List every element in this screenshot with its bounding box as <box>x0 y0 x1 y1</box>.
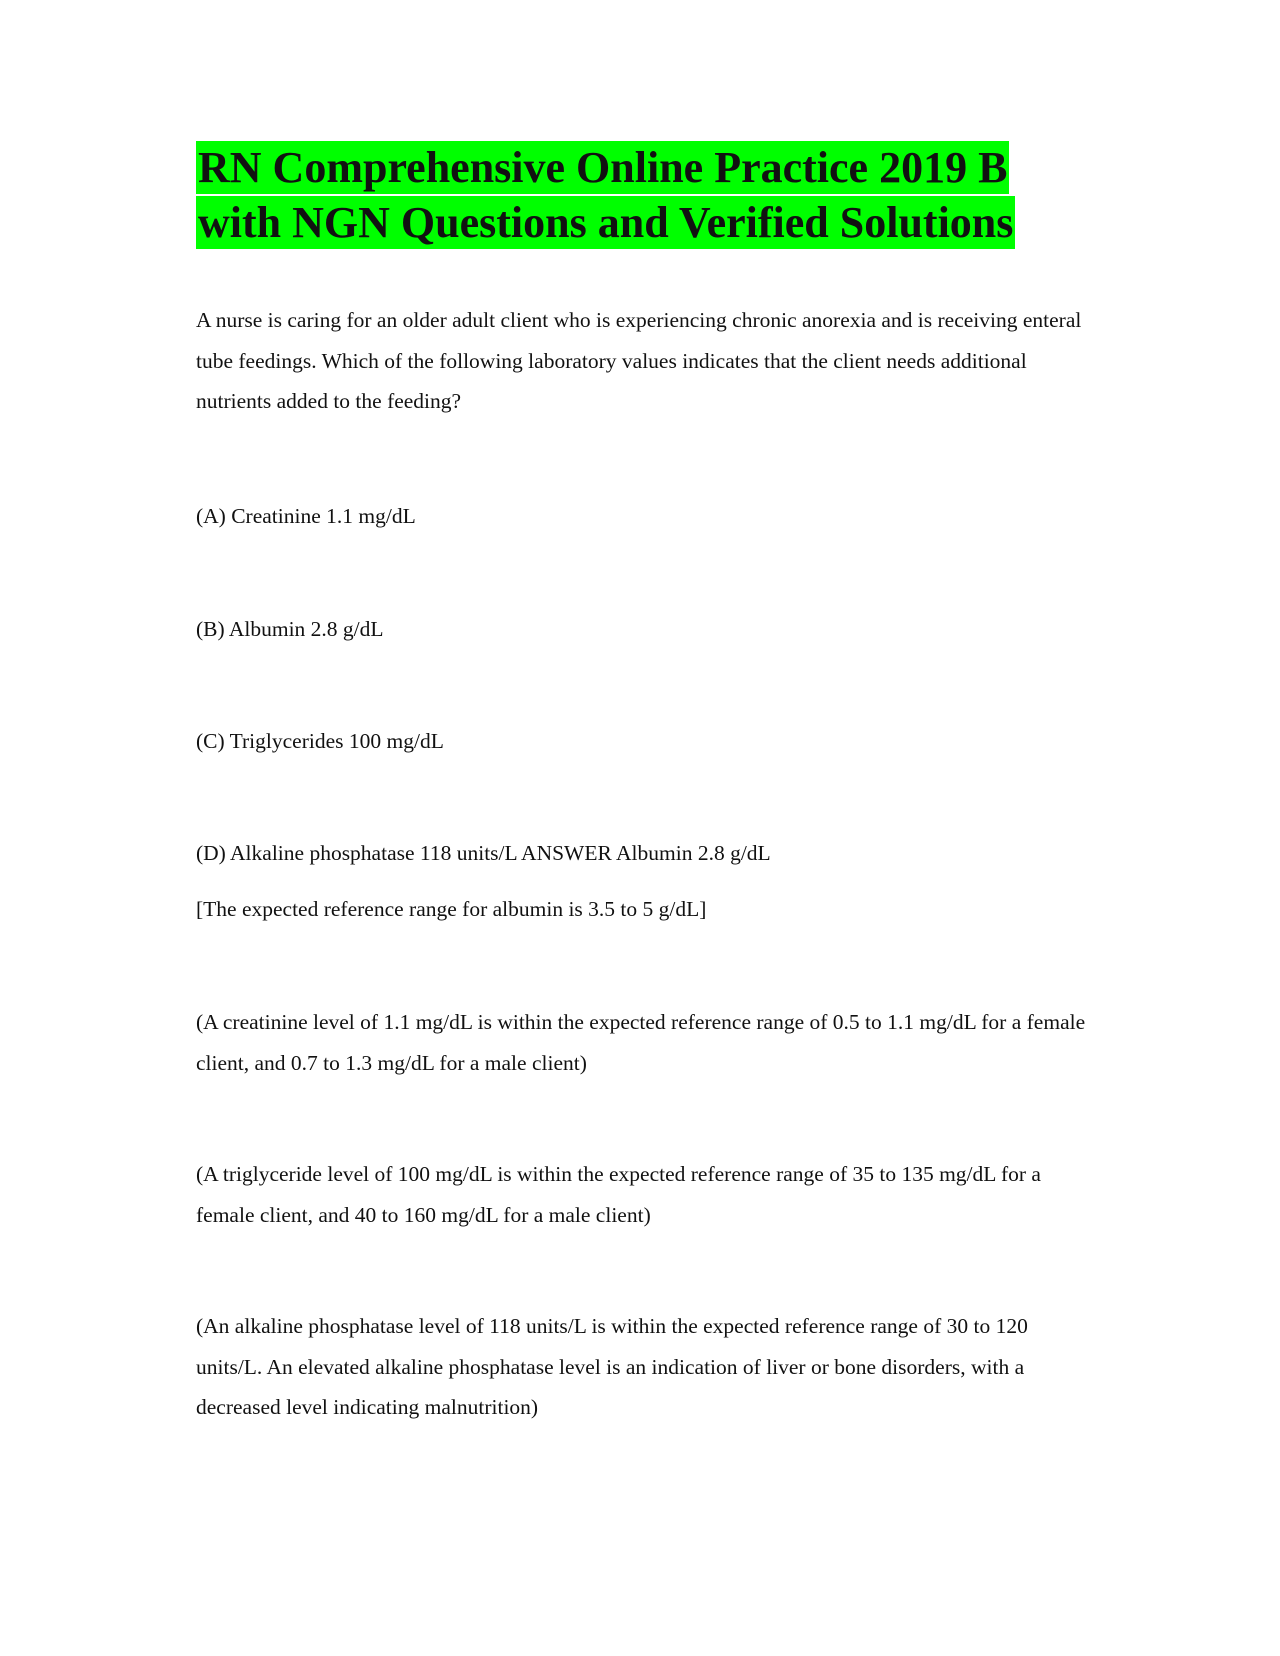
question-stem: A nurse is caring for an older adult client who is experiencing chronic anorexia and is receiving enteral tube feedings. Which of the following laboratory values indicates that the client needs additional nutrients added to the feeding? <box>196 308 1082 413</box>
reference-range-note: [The expected reference range for albumin is 3.5 to 5 g/dL] <box>196 897 707 921</box>
title-line-1: RN Comprehensive Online Practice 2019 B <box>198 143 1008 192</box>
title-line-2: with NGN Questions and Verified Solutions <box>198 198 1014 247</box>
answer-option-c: (C) Triglycerides 100 mg/dL <box>196 729 444 753</box>
rationale-creatinine: (A creatinine level of 1.1 mg/dL is within the expected reference range of 0.5 to 1.1 mg/dL for a female client, and 0.7 to 1.3 mg/dL for a male client) <box>196 1010 1086 1075</box>
answer-option-b: (B) Albumin 2.8 g/dL <box>196 617 384 641</box>
rationale-triglyceride: (A triglyceride level of 100 mg/dL is within the expected reference range of 35 to 135 mg/dL for a female client, and 40 to 160 mg/dL for a male client) <box>196 1162 1041 1227</box>
document-title <box>196 140 1096 250</box>
rationale-alkaline-phosphatase: (An alkaline phosphatase level of 118 units/L is within the expected reference range of 30 to 120 units/L. An elevated alkaline phosphatase level is an indication of liver or bone disorders, with a decreased level indicating malnutrition) <box>196 1314 1028 1419</box>
answer-option-d: (D) Alkaline phosphatase 118 units/L ANSWER Albumin 2.8 g/dL <box>196 841 771 865</box>
answer-option-a: (A) Creatinine 1.1 mg/dL <box>196 504 416 528</box>
